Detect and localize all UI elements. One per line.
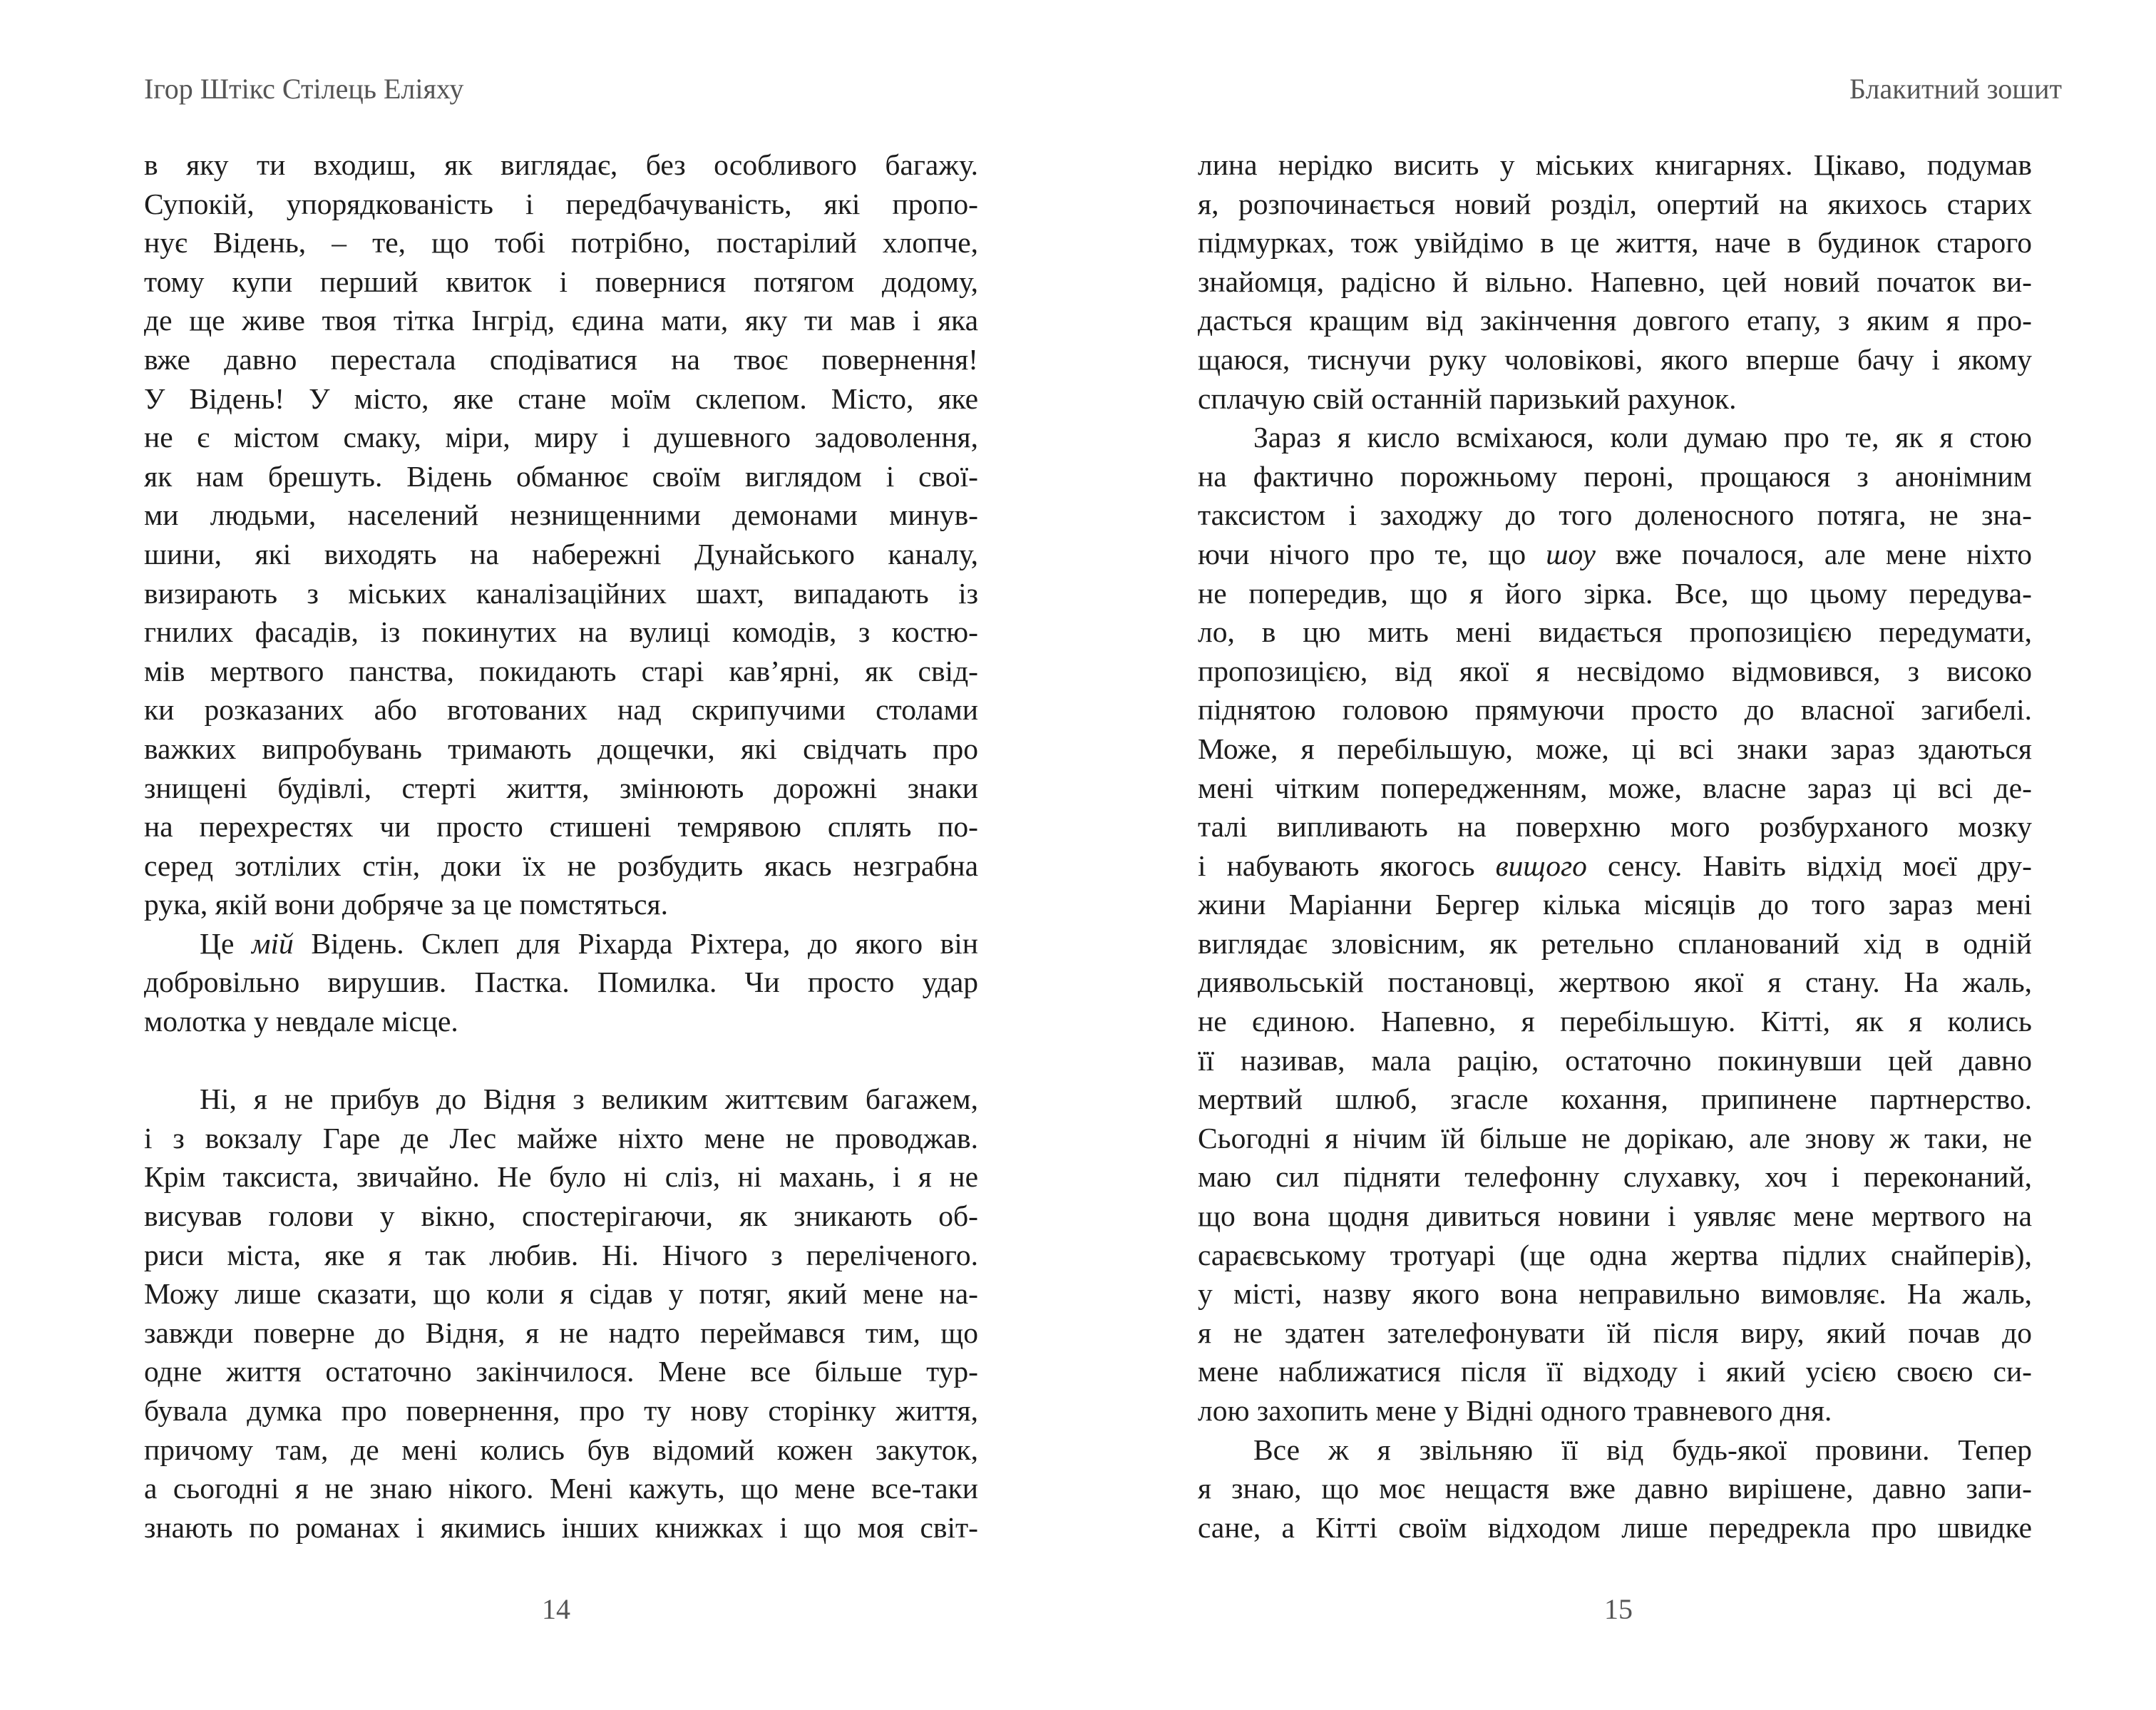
text-line: сане, а Кітті своїм відходом лише передрекла про швидке [1198, 1510, 2032, 1544]
text-fragment: Відень. Склеп для Ріхарда Ріхтера, до якого він [293, 926, 979, 960]
text-line: вже давно перестала сподіватися на твоє повернення! [144, 342, 978, 376]
text-line: і з вокзалу Гаре де Лес майже ніхто мене не проводжав. [144, 1121, 978, 1154]
page-number: 14 [542, 1593, 570, 1625]
text-line: дасться кращим від закінчення довгого етапу, з яким я про- [1198, 304, 2032, 337]
text-line: жини Маріанни Бергер кілька місяців до того зараз мені [1198, 888, 2032, 921]
text-line: Крім таксиста, звичайно. Не було ні сліз, ні махань, і я не [144, 1160, 978, 1194]
text-line [1198, 535, 2032, 574]
page-number: 15 [1604, 1593, 1633, 1625]
italic-word: шоу [1546, 537, 1596, 570]
text-line: мене наближатися після її відходу і який усією своєю си- [1198, 1355, 2032, 1388]
text-line: ми людьми, населений незнищенними демонами минув- [144, 498, 978, 532]
text-line: визирають з міських каналізаційних шахт, випадають із [144, 576, 978, 610]
text-line: диявольській постановці, жертвою якої я стану. На жаль, [1198, 966, 2032, 999]
text-line: рука, якій вони добряче за це помстяться. [144, 888, 669, 921]
text-line: бувала думка про повернення, про ту нову сторінку життя, [144, 1394, 978, 1427]
text-line: Можу лише сказати, що коли я сідав у потяг, який мене на- [144, 1277, 978, 1311]
italic-word: вищого [1495, 849, 1587, 882]
text-line: мів мертвого панства, покидають старі кав’ярні, як свід- [144, 654, 978, 687]
text-line: в яку ти входиш, як виглядає, без особливого багажу. [144, 148, 978, 181]
text-line: сараєвському тротуарі (ще одна жертва підлих снайперів), [1198, 1238, 2032, 1271]
text-line: не є містом смаку, міри, миру і душевного задоволення, [144, 421, 978, 454]
text-line: підмурках, тож увійдімо в це життя, наче в будинок старого [1198, 226, 2032, 260]
text-line: завжди поверне до Відня, я не надто переймався тим, що [144, 1316, 978, 1349]
text-fragment: вже почалося, але мене ніхто [1595, 537, 2032, 570]
right-text-block [1198, 145, 2032, 1547]
text-line: не попередив, що я його зірка. Все, що цьому передува- [1198, 576, 2032, 610]
text-line: я, розпочинається новий розділ, опертий на якихось старих [1198, 187, 2032, 220]
text-fragment: Це [200, 926, 252, 960]
text-line: висував голови у вікно, спостерігаючи, як зникають об- [144, 1199, 978, 1233]
text-line [144, 924, 978, 963]
text-line: маю сил підняти телефонну слухавку, хоч і переконаний, [1198, 1160, 2032, 1194]
text-fragment: сенсу. Навіть відхід моєї дру- [1586, 849, 2032, 882]
text-line: її називав, мала рацію, остаточно покинувши цей давно [1198, 1043, 2032, 1077]
text-line: Може, я перебільшую, може, ці всі знаки зараз здаються [1198, 732, 2032, 765]
text-line: гнилих фасадів, із покинутих на вулиці комодів, з костю- [144, 615, 978, 649]
text-line: ло, в цю мить мені видається пропозицією передумати, [1198, 615, 2032, 649]
text-line: молотка у невдале місце. [144, 1005, 458, 1038]
text-line: одне життя остаточно закінчилося. Мене все більше тур- [144, 1355, 978, 1388]
text-line: причому там, де мені колись був відомий кожен закуток, [144, 1433, 978, 1466]
text-line: як нам брешуть. Відень обманює своїм виглядом і свої- [144, 459, 978, 493]
text-line: пропозицією, від якої я несвідомо відмовився, з високо [1198, 654, 2032, 687]
text-line: Ні, я не прибув до Відня з великим життєвим багажем, [200, 1082, 978, 1116]
text-line: Зараз я кисло всміхаюся, коли думаю про те, як я стою [1253, 421, 2032, 454]
left-text-block [144, 145, 978, 1547]
text-line: таксистом і заходжу до того доленосного потяга, не зна- [1198, 498, 2032, 532]
text-line [1198, 846, 2032, 886]
text-line: у місті, назву якого вона неправильно вимовляє. На жаль, [1198, 1277, 2032, 1311]
text-line: У Відень! У місто, яке стане моїм склепом. Місто, яке [144, 382, 978, 415]
text-line: я знаю, що моє нещастя вже давно вирішене, давно запи- [1198, 1472, 2032, 1505]
text-line: важких випробувань тримають дощечки, які свідчать про [144, 732, 978, 765]
text-line: шини, які виходять на набережні Дунайського каналу, [144, 537, 978, 570]
text-line: а сьогодні я не знаю нікого. Мені кажуть, що мене все-таки [144, 1472, 978, 1505]
text-line: де ще живе твоя тітка Інгрід, єдина мати, яку ти мав і яка [144, 304, 978, 337]
text-line: на фактично порожньому пероні, прощаюся з анонімним [1198, 459, 2032, 493]
text-line: талі випливають на поверхню мого розбурханого мозку [1198, 810, 2032, 844]
right-running-head: Блакитний зошит [1849, 73, 2062, 105]
text-fragment: і набувають якогось [1198, 849, 1496, 882]
text-line: добровільно вирушив. Пастка. Помилка. Чи просто удар [144, 966, 978, 999]
text-line: мертвий шлюб, згасле кохання, припинене партнерство. [1198, 1082, 2032, 1116]
text-line: на перехрестях чи просто стишені темрявою сплять по- [144, 810, 978, 844]
text-line: Супокій, упорядкованість і передбачуваність, які пропо- [144, 187, 978, 220]
text-fragment: ючи нічого про те, що [1198, 537, 1546, 570]
text-line: тому купи перший квиток і повернися потягом додому, [144, 265, 978, 298]
text-line: що вона щодня дивиться новини і уявляє мене мертвого на [1198, 1199, 2032, 1233]
text-line: піднятою головою прямуючи просто до власної загибелі. [1198, 693, 2032, 727]
running-head-author: Ігор Штікс [144, 73, 275, 105]
text-line: Сьогодні я нічим їй більше не дорікаю, але знову ж таки, не [1198, 1121, 2032, 1154]
text-line: виглядає зловісним, як ретельно спланований хід в одній [1198, 926, 2032, 960]
text-line: щаюся, тиснучи руку чоловікові, якого вперше бачу і якому [1198, 342, 2032, 376]
text-line: знають по романах і якимись інших книжках і що моя світ- [144, 1510, 978, 1544]
text-line: нує Відень, – те, що тобі потрібно, постарілий хлопче, [144, 226, 978, 260]
right-page [1078, 0, 2156, 1710]
italic-word: мій [251, 926, 294, 960]
text-line: знищені будівлі, стерті життя, змінюють дорожні знаки [144, 771, 978, 804]
text-line: лина нерідко висить у міських книгарнях. Цікаво, подумав [1198, 148, 2032, 181]
text-line: сплачую свій останній паризький рахунок. [1198, 382, 1737, 415]
section-break [144, 1041, 978, 1080]
text-line: не єдиною. Напевно, я перебільшую. Кітті, як я колись [1198, 1005, 2032, 1038]
text-line: я не здатен зателефонувати їй після виру, який почав до [1198, 1316, 2032, 1349]
running-head-title: Стілець Еліяху [282, 73, 464, 105]
text-line: знайомця, радісно й вільно. Напевно, цей новий початок ви- [1198, 265, 2032, 298]
text-line: серед зотлілих стін, доки їх не розбудить якась незграбна [144, 849, 978, 882]
text-line: Все ж я звільняю її від будь-якої провини. Тепер [1253, 1433, 2032, 1466]
text-line: риси міста, яке я так любив. Ні. Нічого з переліченого. [144, 1238, 978, 1271]
text-line: мені чітким попередженням, може, власне зараз ці всі де- [1198, 771, 2032, 804]
text-line: ки розказаних або вготованих над скрипучими столами [144, 693, 978, 727]
left-running-head [144, 71, 463, 107]
text-line: лою захопить мене у Відні одного травневого дня. [1198, 1394, 1832, 1427]
